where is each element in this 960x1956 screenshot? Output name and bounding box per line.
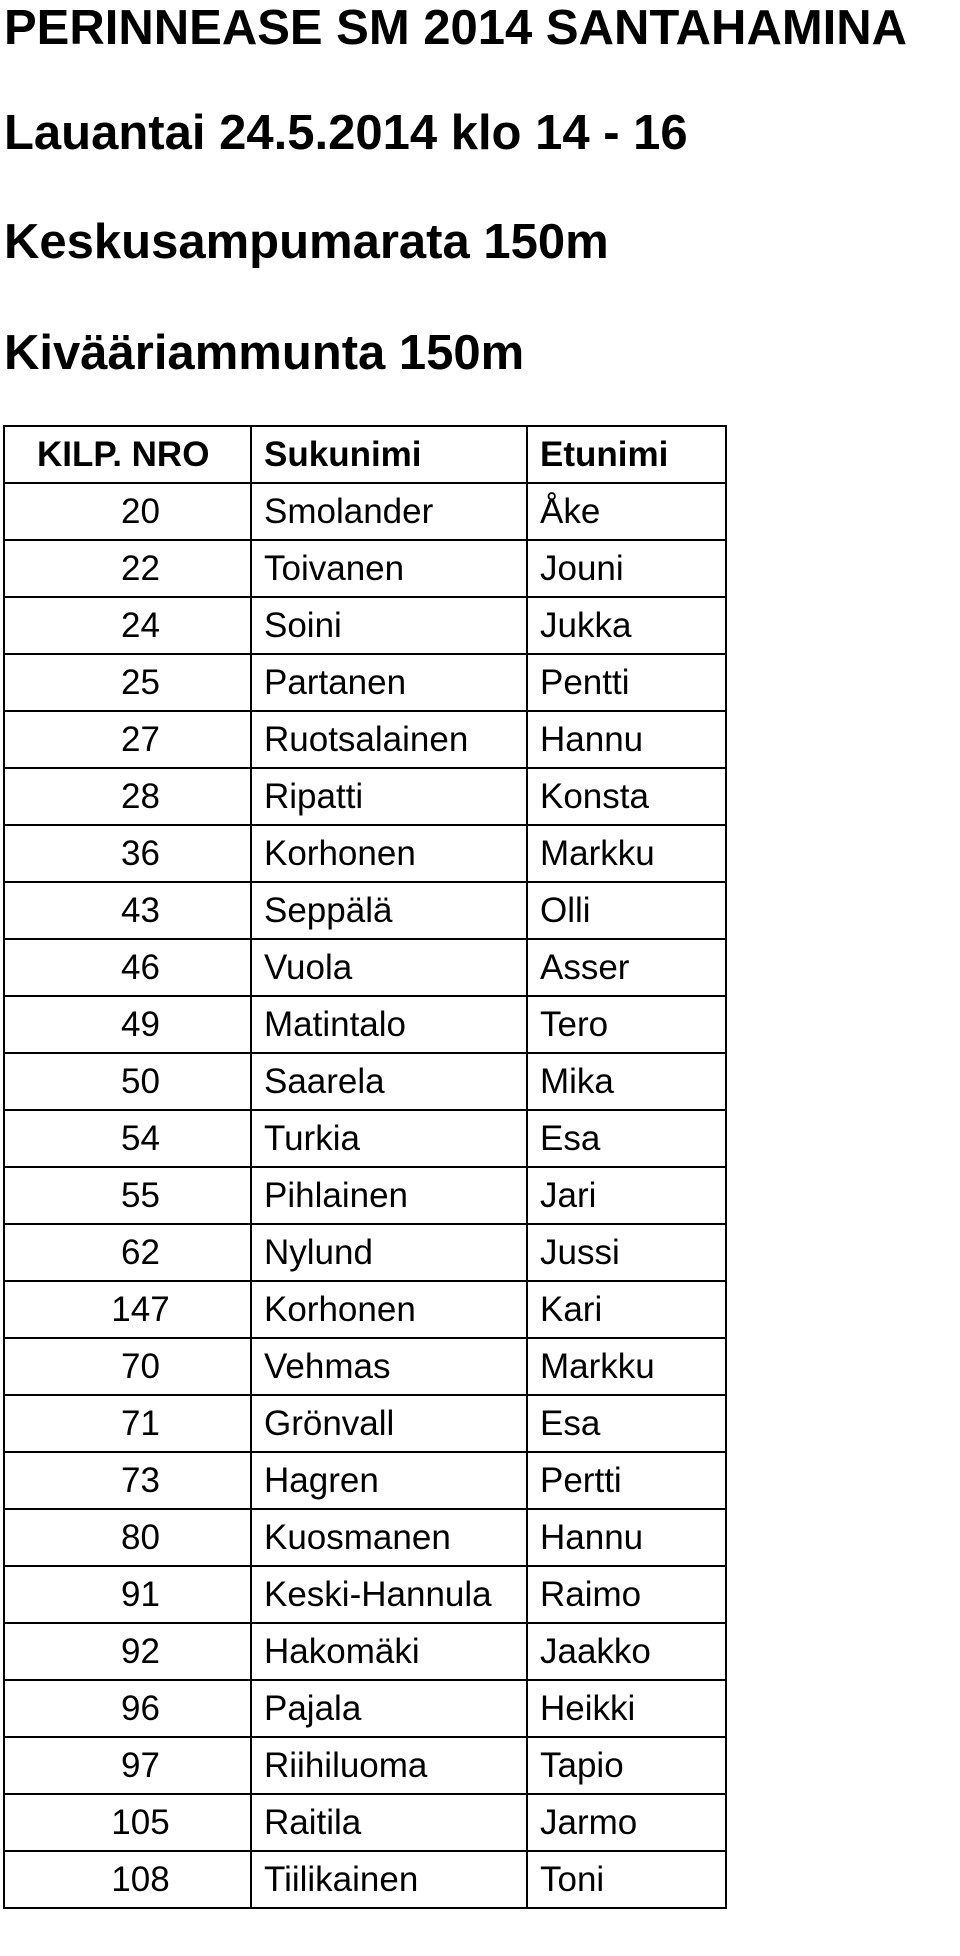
table-row [4, 1224, 726, 1281]
competitor-number: 50 [4, 1053, 251, 1110]
surname: Raitila [251, 1794, 527, 1851]
firstname: Raimo [527, 1566, 726, 1623]
table-row [4, 483, 726, 540]
firstname: Mika [527, 1053, 726, 1110]
table-row [4, 1053, 726, 1110]
table-row [4, 882, 726, 939]
event-title: PERINNEASE SM 2014 SANTAHAMINA [4, 1, 908, 55]
surname: Ruotsalainen [251, 711, 527, 768]
surname: Vuola [251, 939, 527, 996]
competitor-number: 108 [4, 1851, 251, 1908]
competitor-number: 105 [4, 1794, 251, 1851]
surname: Korhonen [251, 825, 527, 882]
competitor-number: 22 [4, 540, 251, 597]
surname: Pajala [251, 1680, 527, 1737]
table-row [4, 996, 726, 1053]
surname: Turkia [251, 1110, 527, 1167]
competitor-number: 147 [4, 1281, 251, 1338]
firstname: Esa [527, 1395, 726, 1452]
firstname: Heikki [527, 1680, 726, 1737]
firstname: Olli [527, 882, 726, 939]
surname: Kuosmanen [251, 1509, 527, 1566]
table-row [4, 1167, 726, 1224]
surname: Ripatti [251, 768, 527, 825]
column-header-surname: Sukunimi [251, 426, 527, 483]
competitor-number: 43 [4, 882, 251, 939]
table-row [4, 1851, 726, 1908]
competitor-number: 27 [4, 711, 251, 768]
firstname: Pentti [527, 654, 726, 711]
firstname: Åke [527, 483, 726, 540]
firstname: Markku [527, 825, 726, 882]
table-row [4, 540, 726, 597]
table-row [4, 1794, 726, 1851]
table-row [4, 1338, 726, 1395]
competitor-number: 80 [4, 1509, 251, 1566]
table-row [4, 939, 726, 996]
surname: Hagren [251, 1452, 527, 1509]
surname: Hakomäki [251, 1623, 527, 1680]
table-row [4, 1395, 726, 1452]
surname: Tiilikainen [251, 1851, 527, 1908]
table-row [4, 1623, 726, 1680]
surname: Nylund [251, 1224, 527, 1281]
table-row [4, 1509, 726, 1566]
event-date-time: Lauantai 24.5.2014 klo 14 - 16 [4, 106, 688, 160]
competitor-number: 49 [4, 996, 251, 1053]
firstname: Jari [527, 1167, 726, 1224]
table-row [4, 597, 726, 654]
competitor-number: 24 [4, 597, 251, 654]
firstname: Toni [527, 1851, 726, 1908]
firstname: Markku [527, 1338, 726, 1395]
table-row [4, 1281, 726, 1338]
firstname: Esa [527, 1110, 726, 1167]
competitor-number: 20 [4, 483, 251, 540]
column-header-firstname: Etunimi [527, 426, 726, 483]
surname: Saarela [251, 1053, 527, 1110]
table-row [4, 768, 726, 825]
competitor-number: 92 [4, 1623, 251, 1680]
surname: Seppälä [251, 882, 527, 939]
competitor-number: 91 [4, 1566, 251, 1623]
surname: Partanen [251, 654, 527, 711]
firstname: Pertti [527, 1452, 726, 1509]
surname: Matintalo [251, 996, 527, 1053]
competitor-number: 46 [4, 939, 251, 996]
competitor-number: 25 [4, 654, 251, 711]
surname: Keski-Hannula [251, 1566, 527, 1623]
surname: Pihlainen [251, 1167, 527, 1224]
firstname: Jaakko [527, 1623, 726, 1680]
table-header-row [4, 426, 726, 483]
competitor-number: 28 [4, 768, 251, 825]
competitor-number: 36 [4, 825, 251, 882]
event-venue: Keskusampumarata 150m [4, 215, 609, 269]
table-row [4, 711, 726, 768]
table-row [4, 1737, 726, 1794]
surname: Smolander [251, 483, 527, 540]
table-row [4, 825, 726, 882]
firstname: Asser [527, 939, 726, 996]
firstname: Jukka [527, 597, 726, 654]
table-body [4, 483, 726, 1908]
table-row [4, 1110, 726, 1167]
competitor-number: 54 [4, 1110, 251, 1167]
competitor-number: 62 [4, 1224, 251, 1281]
table-row [4, 654, 726, 711]
firstname: Jouni [527, 540, 726, 597]
firstname: Tero [527, 996, 726, 1053]
table-row [4, 1566, 726, 1623]
column-header-number: KILP. NRO [4, 426, 251, 483]
competitor-number: 96 [4, 1680, 251, 1737]
competitor-number: 97 [4, 1737, 251, 1794]
competitor-number: 55 [4, 1167, 251, 1224]
table-row [4, 1680, 726, 1737]
surname: Grönvall [251, 1395, 527, 1452]
firstname: Jussi [527, 1224, 726, 1281]
firstname: Hannu [527, 1509, 726, 1566]
competitor-number: 71 [4, 1395, 251, 1452]
competitor-table [3, 425, 727, 1909]
competitor-number: 70 [4, 1338, 251, 1395]
firstname: Hannu [527, 711, 726, 768]
competitor-number: 73 [4, 1452, 251, 1509]
surname: Korhonen [251, 1281, 527, 1338]
firstname: Tapio [527, 1737, 726, 1794]
event-discipline: Kivääriammunta 150m [4, 326, 525, 380]
surname: Toivanen [251, 540, 527, 597]
surname: Vehmas [251, 1338, 527, 1395]
surname: Riihiluoma [251, 1737, 527, 1794]
table-row [4, 1452, 726, 1509]
firstname: Jarmo [527, 1794, 726, 1851]
surname: Soini [251, 597, 527, 654]
firstname: Kari [527, 1281, 726, 1338]
firstname: Konsta [527, 768, 726, 825]
